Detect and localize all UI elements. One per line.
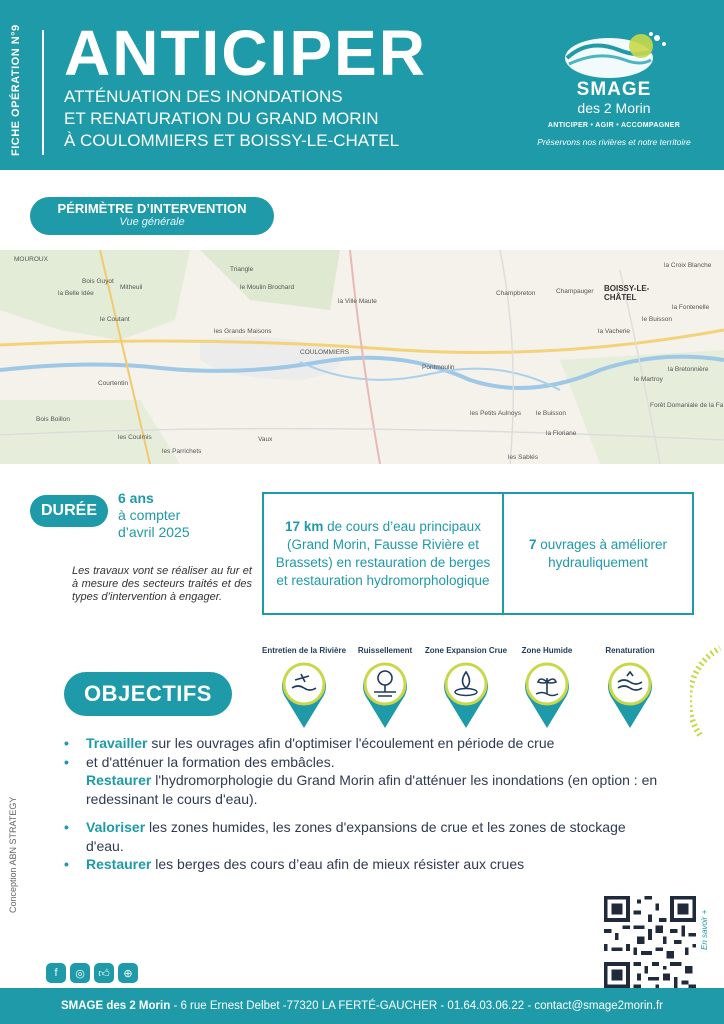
- pin-zone-expansion: [424, 646, 508, 740]
- km-text: de cours d’eau principaux (Grand Morin, Fausse Rivière et Brassets) en restauration de berges et restauration hydromorphologique: [275, 518, 491, 588]
- list-item: [62, 753, 662, 809]
- map-label: le Buisson: [536, 410, 566, 417]
- pin-entretien: [261, 646, 347, 740]
- map-label: Bois Guyot: [82, 278, 114, 285]
- logo-tagline: ANTICIPER • AGIR • ACCOMPAGNER: [547, 122, 681, 129]
- map-label: la Belle Idée: [58, 290, 94, 297]
- map-label: Vaux: [258, 436, 273, 443]
- renaturation-icon: [605, 660, 655, 730]
- pin-label: Zone Expansion Crue: [424, 646, 508, 655]
- conception-credit: Conception ABN STRATEGY: [8, 796, 18, 914]
- b1-text2: l'hydromorphologie du Grand Morin afin d'atténuer les inondations (en option : en redessinant le cours d'eau).: [86, 772, 658, 807]
- map-label: le Buisson: [642, 316, 672, 323]
- perimetre-subtitle: Vue générale: [119, 216, 185, 228]
- b1-text: sur les ouvrages afin d'optimiser l'écoulement en période de crue: [151, 735, 555, 751]
- map-label: les Coulmis: [118, 434, 152, 441]
- bullet-dot: •: [64, 753, 69, 770]
- duree-label: DURÉE: [30, 495, 108, 527]
- b1-line2: et d'atténuer la formation des embâcles.: [86, 753, 335, 770]
- map-label: Champauger: [556, 288, 594, 295]
- map-label: les Grands Maisons: [214, 328, 272, 335]
- objectives-list: [62, 734, 662, 874]
- duree-value: 6 ans: [118, 490, 154, 506]
- key-figures-box: [262, 492, 694, 615]
- km-value: 17 km: [285, 518, 324, 534]
- duree-text: [118, 490, 238, 541]
- pin-renaturation: [605, 646, 655, 740]
- pin-zone-humide: [521, 646, 573, 740]
- wetland-icon: [522, 660, 572, 730]
- ouvrages-figure: [504, 494, 692, 613]
- list-item: [62, 818, 662, 855]
- pin-label: Ruissellement: [357, 646, 413, 655]
- instagram-icon[interactable]: ◎: [70, 963, 90, 983]
- decorative-arc: [690, 640, 724, 740]
- pin-label: Zone Humide: [521, 646, 573, 655]
- duree-text-1: à compter: [118, 507, 181, 523]
- b2-text: les zones humides, les zones d'expansions de crue et les zones de stockage d'eau.: [86, 819, 626, 854]
- map-label: la Croix Blanche: [664, 262, 712, 269]
- bullet-dot: •: [64, 819, 69, 835]
- runoff-icon: [360, 660, 410, 730]
- like-icon[interactable]: 👍︎: [94, 963, 114, 983]
- km-figure: [264, 494, 504, 613]
- map-label: les Parrichets: [162, 448, 202, 455]
- map-label: Bois Boillon: [36, 416, 70, 423]
- map-label: BOISSY-LE-CHÂTEL: [604, 284, 650, 302]
- map-label: la Vacherie: [598, 328, 631, 335]
- logo-slogan: Préservons nos rivières et notre territoire: [537, 137, 691, 147]
- duree-note: Les travaux vont se réaliser au fur et à mesure des secteurs traités et des types d’intervention à engager.: [72, 565, 252, 603]
- ouvrages-value: 7: [528, 536, 537, 552]
- duree-text-2: d’avril 2025: [118, 524, 190, 540]
- smage-logo: [534, 28, 694, 158]
- page-title: ANTICIPER: [64, 17, 427, 89]
- intervention-map: [0, 250, 724, 464]
- map-label: Mitheuil: [120, 284, 143, 291]
- subtitle-line-3: À COULOMMIERS ET BOISSY-LE-CHATEL: [64, 131, 400, 150]
- logo-name: SMAGE: [576, 79, 652, 100]
- footer: [0, 988, 724, 1024]
- b1-bold: Travailler: [86, 735, 148, 751]
- b2-bold: Valoriser: [86, 819, 146, 835]
- subtitle-line-1: ATTÉNUATION DES INONDATIONS: [64, 87, 343, 106]
- perimetre-title: PÉRIMÈTRE D’INTERVENTION: [57, 201, 247, 216]
- map-label: Triangle: [230, 266, 254, 273]
- web-icon[interactable]: ⊕: [118, 963, 138, 983]
- bullet-dot: •: [64, 735, 69, 751]
- header-banner: [0, 0, 724, 170]
- perimetre-heading: [30, 197, 274, 235]
- map-label: la Fontenelle: [672, 304, 710, 311]
- flood-expansion-icon: [441, 660, 491, 730]
- b3-text: les berges des cours d’eau afin de mieux résister aux crues: [155, 856, 525, 872]
- en-savoir-label: En savoir +: [700, 909, 709, 951]
- qr-code[interactable]: [604, 896, 696, 988]
- map-label: les Petits Aulnoys: [470, 410, 521, 417]
- logo-waves-icon: [559, 28, 669, 82]
- river-maintenance-icon: [279, 660, 329, 730]
- subtitle-line-2: ET RENATURATION DU GRAND MORIN: [64, 109, 379, 128]
- map-label: Pontmoulin: [422, 364, 455, 371]
- b3-bold: Restaurer: [86, 856, 152, 872]
- pin-label: Renaturation: [605, 646, 655, 655]
- logo-sub: des 2 Morin: [577, 100, 651, 116]
- objectifs-heading: OBJECTIFS: [64, 672, 232, 716]
- pin-label: Entretien de la Rivière: [261, 646, 347, 655]
- fiche-label: FICHE OPÉRATION N°9: [10, 24, 22, 156]
- facebook-icon[interactable]: f: [46, 963, 66, 983]
- map-label: le Moulin Brochard: [240, 284, 295, 291]
- footer-org: SMAGE des 2 Morin: [60, 1000, 171, 1012]
- map-label: la Bretonnière: [668, 366, 709, 373]
- map-label: Courtentin: [98, 380, 128, 387]
- list-item: [62, 855, 662, 874]
- map-label: MOUROUX: [14, 256, 48, 263]
- map-label: les Sablés: [508, 454, 538, 461]
- map-label: le Martroy: [634, 376, 663, 383]
- page-subtitle: [64, 86, 464, 152]
- bullet-dot: •: [64, 856, 69, 872]
- map-label: le Coutant: [100, 316, 130, 323]
- ouvrages-text: ouvrages à améliorer hydrauliquement: [540, 536, 668, 570]
- list-item: [62, 734, 662, 753]
- b1-bold2: Restaurer: [86, 772, 152, 788]
- social-links: [46, 963, 138, 983]
- map-label: Forêt Domaniale de la Fa: [650, 402, 724, 409]
- map-label: COULOMMIERS: [300, 349, 350, 356]
- header-divider: [42, 30, 44, 155]
- pin-ruissellement: [357, 646, 413, 740]
- map-label: Champbreton: [496, 290, 536, 297]
- footer-contact: - 6 rue Ernest Delbet -77320 LA FERTÉ-GAUCHER - 01.64.03.06.22 - contact@smage2morin.fr: [170, 1000, 664, 1012]
- map-label: la Floriane: [546, 430, 577, 437]
- map-label: la Ville Maute: [338, 298, 377, 305]
